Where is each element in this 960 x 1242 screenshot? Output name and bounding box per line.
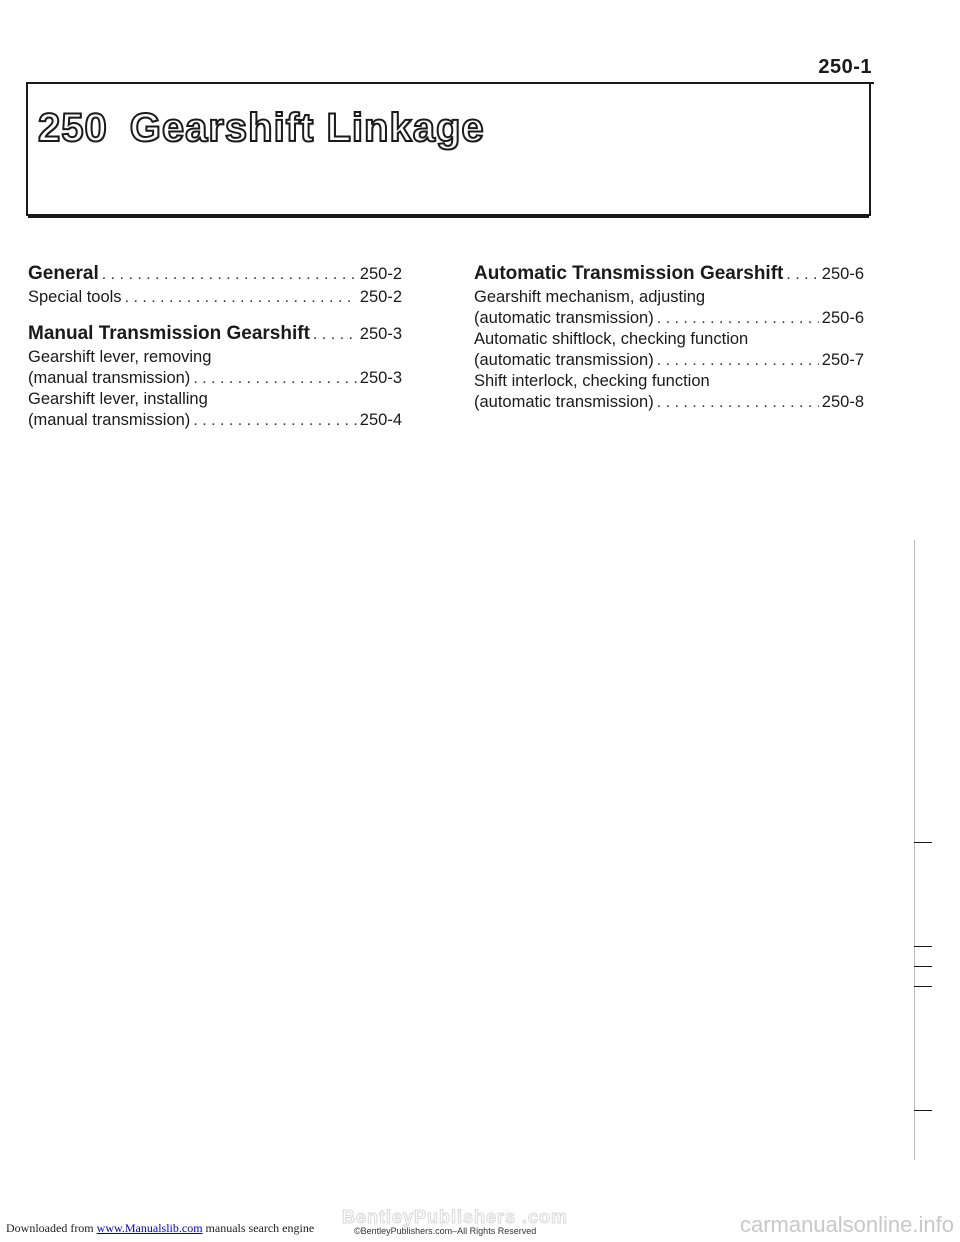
toc-entry-page: 250-8 <box>821 393 864 411</box>
toc-entry-gearshift-mechanism-adjusting[interactable] <box>474 287 864 329</box>
toc-entry-page: 250-2 <box>359 288 402 306</box>
footer-suffix: manuals search engine <box>202 1221 315 1235</box>
toc-entry-automatic-transmission-gearshift[interactable] <box>474 262 864 287</box>
toc-entry-label: Special tools <box>28 288 122 306</box>
toc-entry-label-cont: (manual transmission) <box>28 411 191 429</box>
thumb-index-tick <box>914 966 932 967</box>
leader-dots <box>193 410 356 431</box>
leader-dots <box>125 287 357 308</box>
toc-entry-page: 250-3 <box>359 369 402 387</box>
leader-dots <box>657 350 819 371</box>
toc-entry-page: 250-7 <box>821 351 864 369</box>
toc-entry-label: General <box>28 263 99 284</box>
toc-right-column <box>474 262 864 413</box>
leader-dots <box>657 308 819 329</box>
toc-entry-gearshift-lever-installing[interactable] <box>28 389 402 431</box>
footer-site: carmanualsonline.info <box>739 1212 954 1237</box>
footer-watermark: BentleyPublishers .com <box>342 1207 569 1227</box>
chapter-title-box <box>26 82 871 216</box>
footer-prefix: Downloaded from <box>6 1221 97 1235</box>
manualslib-link[interactable]: www.Manualslib.com <box>96 1221 203 1235</box>
chapter-title <box>38 106 485 151</box>
footer-copyright: ©BentleyPublishers.com–All Rights Reserved <box>354 1226 537 1236</box>
thumb-index-rule <box>914 540 915 1160</box>
toc-entry-automatic-shiftlock[interactable] <box>474 329 864 371</box>
leader-dots <box>313 323 357 347</box>
toc-entry-general[interactable] <box>28 262 402 287</box>
leader-dots <box>657 392 819 413</box>
chapter-number: 250 <box>38 106 108 150</box>
toc-entry-label-cont: (automatic transmission) <box>474 393 654 411</box>
page-number: 250-1 <box>818 56 872 78</box>
toc-entry-label-cont: (manual transmission) <box>28 369 191 387</box>
thumb-index-tick <box>914 986 932 987</box>
toc-entry-label: Automatic shiftlock, checking function <box>474 330 749 348</box>
toc-entry-page: 250-4 <box>359 411 402 429</box>
leader-dots <box>102 263 357 287</box>
toc-entry-label: Gearshift mechanism, adjusting <box>474 288 706 306</box>
chapter-name: Gearshift Linkage <box>129 106 485 150</box>
thumb-index-tick <box>914 946 932 947</box>
toc-entry-label: Automatic Transmission Gearshift <box>474 263 784 284</box>
toc-entry-page: 250-6 <box>821 265 864 283</box>
toc-entry-label: Manual Transmission Gearshift <box>28 323 310 344</box>
toc-entry-label: Gearshift lever, removing <box>28 348 212 366</box>
toc-entry-shift-interlock[interactable] <box>474 371 864 413</box>
leader-dots <box>786 263 818 287</box>
thumb-index-tick <box>914 1110 932 1111</box>
toc-entry-label-cont: (automatic transmission) <box>474 309 654 327</box>
toc-entry-label: Gearshift lever, installing <box>28 390 208 408</box>
toc-entry-page: 250-3 <box>359 325 402 343</box>
toc-left-column <box>28 262 402 431</box>
toc-entry-page: 250-2 <box>359 265 402 283</box>
footer-download-note <box>6 1221 314 1236</box>
toc-entry-special-tools[interactable] <box>28 287 402 308</box>
leader-dots <box>193 368 356 389</box>
thumb-index-tick <box>914 842 932 843</box>
toc-entry-manual-transmission-gearshift[interactable] <box>28 322 402 347</box>
toc-entry-gearshift-lever-removing[interactable] <box>28 347 402 389</box>
toc-entry-page: 250-6 <box>821 309 864 327</box>
toc-entry-label: Shift interlock, checking function <box>474 372 710 390</box>
toc-entry-label-cont: (automatic transmission) <box>474 351 654 369</box>
thumb-index-marks <box>914 540 954 1160</box>
